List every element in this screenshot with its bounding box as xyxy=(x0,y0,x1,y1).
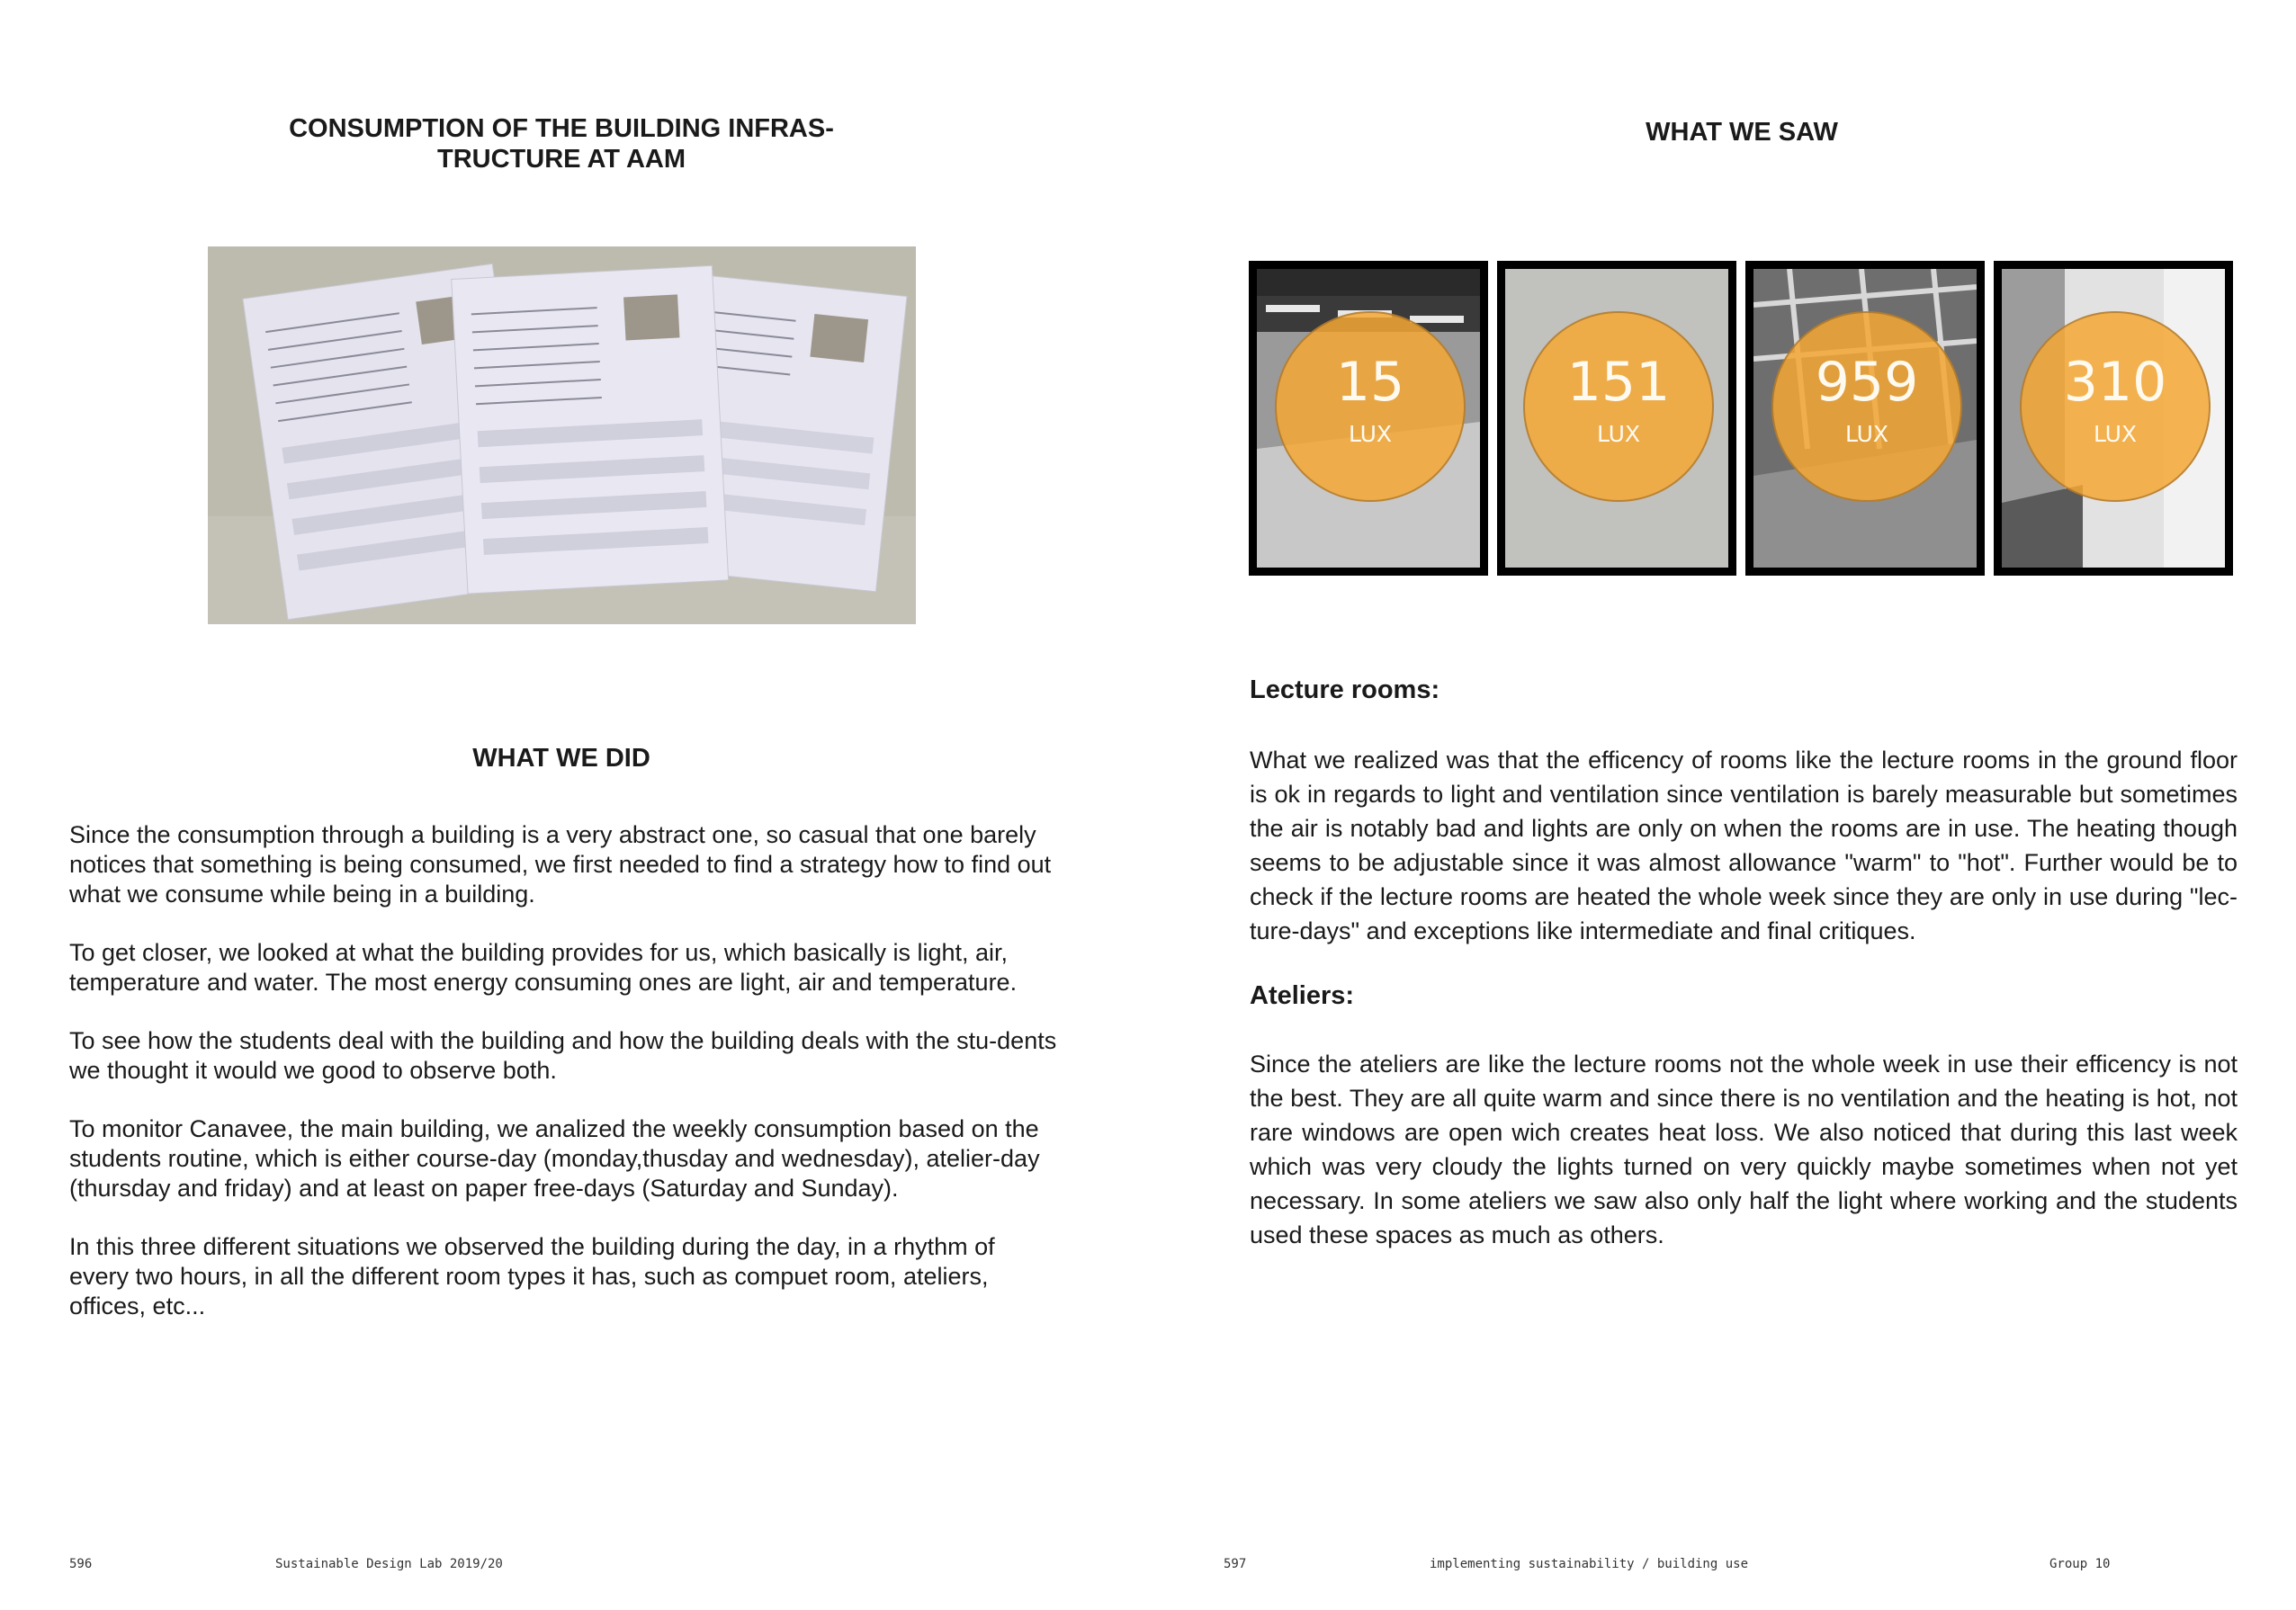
lux-unit: LUX xyxy=(2093,421,2138,447)
ateliers-text xyxy=(1250,1047,2238,1252)
footer-title: Sustainable Design Lab 2019/20 xyxy=(275,1557,503,1571)
observation-sheets-photo xyxy=(208,246,916,624)
paragraph: Since the consumption through a building is a very abstract one, so casual that one barely notices that something is being consumed, we first needed to find a strategy how to find out what we consume while being in a building. xyxy=(69,821,1052,908)
footer-title: implementing sustainability / building use xyxy=(1430,1557,1749,1571)
lux-unit: LUX xyxy=(1348,421,1393,447)
page-title-line-2: TRUCTURE AT AAM xyxy=(437,145,686,174)
paragraph: To get closer, we looked at what the building provides for us, which basically is light, air, temperature and water. The most energy consuming ones are light, air and temperature. xyxy=(69,939,1018,996)
lux-gauge xyxy=(1771,311,1962,502)
lux-value: 310 xyxy=(2063,351,2167,414)
paragraph: In this three different situations we observed the building during the day, in a rhythm of every two hours, in all the different room types it has, such as compuet room, ateliers, offices, etc... xyxy=(69,1233,995,1319)
page-number: 597 xyxy=(1224,1557,1247,1571)
lux-gauge xyxy=(2020,311,2211,502)
lux-gauge xyxy=(1523,311,1714,502)
lux-reading-card xyxy=(1745,261,1985,576)
paragraph: To see how the students deal with the building and how the building deals with the stu-dents we thought it would we good to observe both. xyxy=(69,1027,1057,1084)
lecture-rooms-heading: Lecture rooms: xyxy=(1250,675,1440,704)
lux-reading-card xyxy=(1249,261,1488,576)
lux-value: 15 xyxy=(1335,351,1405,414)
footer-group: Group 10 xyxy=(2049,1557,2111,1571)
section-title-what-we-did: WHAT WE DID xyxy=(472,744,650,773)
lux-value: 959 xyxy=(1815,351,1919,414)
page-title-line-1: CONSUMPTION OF THE BUILDING INFRAS- xyxy=(289,114,834,143)
paragraph: Since the ateliers are like the lecture rooms not the whole week in use their efficency is not the best. They are all quite warm and since there is no ventilation and the heating is hot, not rare windows are open wich creates heat loss. We also noticed that during this last week which was very cloudy the lights turned on very quickly maybe sometimes when not yet necessary. In some ateliers we saw also only half the light where working and the students used these spaces as much as others. xyxy=(1250,1051,2238,1248)
page-title xyxy=(275,113,848,174)
lux-readings xyxy=(1249,261,2235,576)
lux-value: 151 xyxy=(1566,351,1671,414)
lux-reading-card xyxy=(1994,261,2233,576)
paragraph: What we realized was that the efficency of rooms like the lecture rooms in the ground floor is ok in regards to light and ventilation since ventilation is barely measurable but sometimes the air is notably bad and lights are only on when the rooms are in use. The heating though seems to be adjustable since it was almost allowance "warm" to "hot". Further would be to check if the lecture rooms are heated the whole week since they are only in use during "lec-ture-days" and exceptions like intermediate and final critiques. xyxy=(1250,747,2238,944)
ateliers-heading: Ateliers: xyxy=(1250,981,1355,1010)
what-we-did-text xyxy=(69,820,1059,1350)
lux-gauge xyxy=(1275,311,1466,502)
lecture-rooms-text xyxy=(1250,743,2238,948)
lux-unit: LUX xyxy=(1844,421,1889,447)
lux-reading-card xyxy=(1497,261,1736,576)
page-number: 596 xyxy=(69,1557,93,1571)
section-title-what-we-saw: WHAT WE SAW xyxy=(1646,118,1838,147)
lux-unit: LUX xyxy=(1596,421,1641,447)
paragraph: To monitor Canavee, the main building, we analized the weekly consumption based on the students routine, which is either course-day (monday,thusday and wednesday), atelier-day (thursday and friday) and at least on paper free-days (Saturday and Sunday). xyxy=(69,1115,1040,1202)
